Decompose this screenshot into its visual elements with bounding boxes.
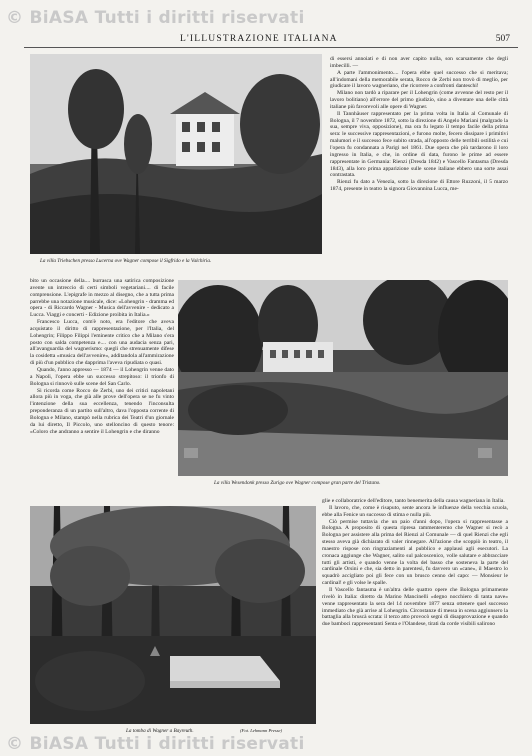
paragraph: Il Tannhäuser rappresentato per la prima volta in Italia al Comunale di Bologna, il 7 novembre 1872, sotto la direzione di Angelo Mariani (malgrado la sua, sempre viva, opposizione), ma ora fu legato il tempo facile della prima sera: le successive rappresentazioni, e furono molte, fecero dissipare i primitivi malumori e il successo fece subito strada, all'opposto delle terribili ostilità e cui l'opera fu condannata a Parigi nel 1861. Due opera che più tardarono il loro ingresso in Italia, e che, in ordine di data, furono le prime ad essere rappresentate in Germania: Rienzi (Dresda 1842) e Vascello Fantasma (Dresda 1843), alla loro prima apparizione sulle scene italiane ebbero una sorte assai contrastata. — [330, 110, 508, 179]
photo-credit: (Fot. Lehmann Presse) — [240, 728, 283, 733]
photo-tomba-wagner — [30, 506, 316, 724]
paragraph: Milano non tardò a riparare per il Lohengrin (come avvenne del resto per il lavoro bolitiano) all'errore del primo giudizio, sino a diventare una delle città italiane più favorevoli alle opere di Wagner. — [330, 90, 508, 110]
watermark-bottom: © BiASA Tutti i diritti riservati — [6, 734, 305, 754]
caption-tomba-wagner: La tomba di Wagner a Bayreuth. — [126, 728, 194, 734]
header-rule — [24, 47, 518, 48]
watermark-top: © BiASA Tutti i diritti riservati — [6, 8, 305, 28]
photo-villa-tribschen — [30, 54, 322, 254]
photo-villa-wesendonk — [178, 280, 508, 476]
paragraph: A parte l'ammonimento.... l'opera ebbe quel successo che si meritava; all'indomani della memorabile serata, Rocco de Zerbi non trovò di meglio, per giudicare il lavoro wagneriano, che ricorrere a confronti danteschi! — [330, 69, 508, 90]
caption-villa-tribschen: La villa Triebschen presso Lucerna ove Wagner compose il Sigfrido e la Valchiria. — [40, 258, 212, 264]
caption-villa-wesendonk: La villa Wesendonk presso Zurigo ove Wagner compose gran parte del Tristano. — [214, 480, 381, 486]
paragraph: Quando, l'anno appresso — 1874 — il Lohengrin venne dato a Napoli, l'opera ebbe un successo strepitoso: il trionfo di Bologna si rinnovò sulle scene del San Carlo. — [30, 366, 174, 387]
paragraph: di essersi annoiati e di non aver capito nulla, son scarsamente che degli imbecilli. — — [330, 56, 508, 69]
paragraph: Francesco Lucca, com'è noto, era l'editore che aveva acquistato il diritto di rappresentazione, per l'Italia, del Lohengrin; Filippo Filippi l'eminente critico che a Milano s'era posto con salda competenza e.... con una audacia senza pari, all'avanguardia del wagnerismo: quegli che strenuamente difese la cosidetta «musica dell'avvenire», additandola all'ammirazione di più d'un pubblico che dapprima l'aveva ripudiata o quasi. — [30, 319, 174, 367]
text-column-top-right — [330, 56, 508, 274]
paragraph: glie e collaboratrice dell'editore, tanto benemerita della causa wagneriana in Italia. — [322, 498, 505, 504]
text-column-middle-left — [30, 278, 174, 494]
paragraph: Rienzi fu dato a Venezia, sotto la direzione di Ettore Ruzzoni, il 5 marzo 1874, presente in teatro la signora Giovannina Lucca, me- — [330, 179, 508, 193]
page-header-title: L'ILLUSTRAZIONE ITALIANA — [180, 34, 338, 44]
paragraph: Il Vascello fantasma è un'altra delle quattro opere che Bologna primamente rivelò in Italia: diretto da Marino Mancinelli «degno nocchiero di tanta nave» venne rappresentato la sera del 14 novembre 1877 senza ottenere quel successo immediato che già arrise al Lohengrin. Circostanze di messa in scena aggiunsero la battaglia alla bruscà scrata: il terzo atto provocò segni di disapprovazione e quando due bamboci rappresentanti Senta e l'Olandese, tirati da corde visibili salirono — [322, 586, 508, 628]
text-column-bottom-right — [322, 498, 508, 730]
paragraph: Ciò permise tuttavia che un paio d'anni dopo, l'opera si rappresentasse a Bologna. A proposito di questa ripresa rammenteremo che Wagner si recò a Bologna per assistere alla prima del Rienzi al Comunale — di quel Rienzi che egli stesso aveva già dichiarato di valer rinnegare. All'azione che scoppiò in teatro, il maestro rispose con ringraziamenti al pubblico e applausi agli esecutori. La cronaca aggiunge che Wagner, salito sul palcoscenico, volle salutare e abbracciare tutti gli artisti, e quando venne la volta del basso che sosteneva la parte del cardinale Orsini e che, sia detto in parentesi, fu davvero un «cane», il Maestro lo squadrò accigliato poi gli fece con un brusco cenno del capo: — Monsieur le cardinal! e gli volse le spalle. — [322, 518, 508, 587]
paragraph: Si ricorda come Rocco de Zerbi, uno dei critici napoletani allora più in voga, che già alle prove dell'opera se ne fu vinto l'intenzione della sua eccellenza, tenendo l'inconsulta preponderanza di un partito sull'altro, dava l'opposta corrente di Bologna e Milano, stampò nella rubrica dei Teatri d'un giornale da lui diretto, Il Piccolo, uno stelloncino di questo tenore: «Coloro che andranno a sentire il Lohengrin e che diranno — [30, 387, 174, 435]
paragraph: bito un occasione della.... burrasca una satirica composizione avente un intreccio di certi simboli vegetariani.... di facile comprensione. L'epigrafe in mezzo al disegno, che a tutta prima parrebbe una notazione musicale, dice: «Lohengrin - dramma ed opera - di Riccardo Wagner - Musica dell'avvenire - dedicato a Lucca. Viaggi e concerti - Edizione proibita in Italia.» — [30, 278, 174, 319]
page-number: 507 — [495, 34, 510, 44]
paragraph: Il lavoro, che, come è risaputo, sente ancora le influenze della vecchia scuola, ebbe alla Fenice un successo di stima e nulla più. — [322, 504, 508, 518]
